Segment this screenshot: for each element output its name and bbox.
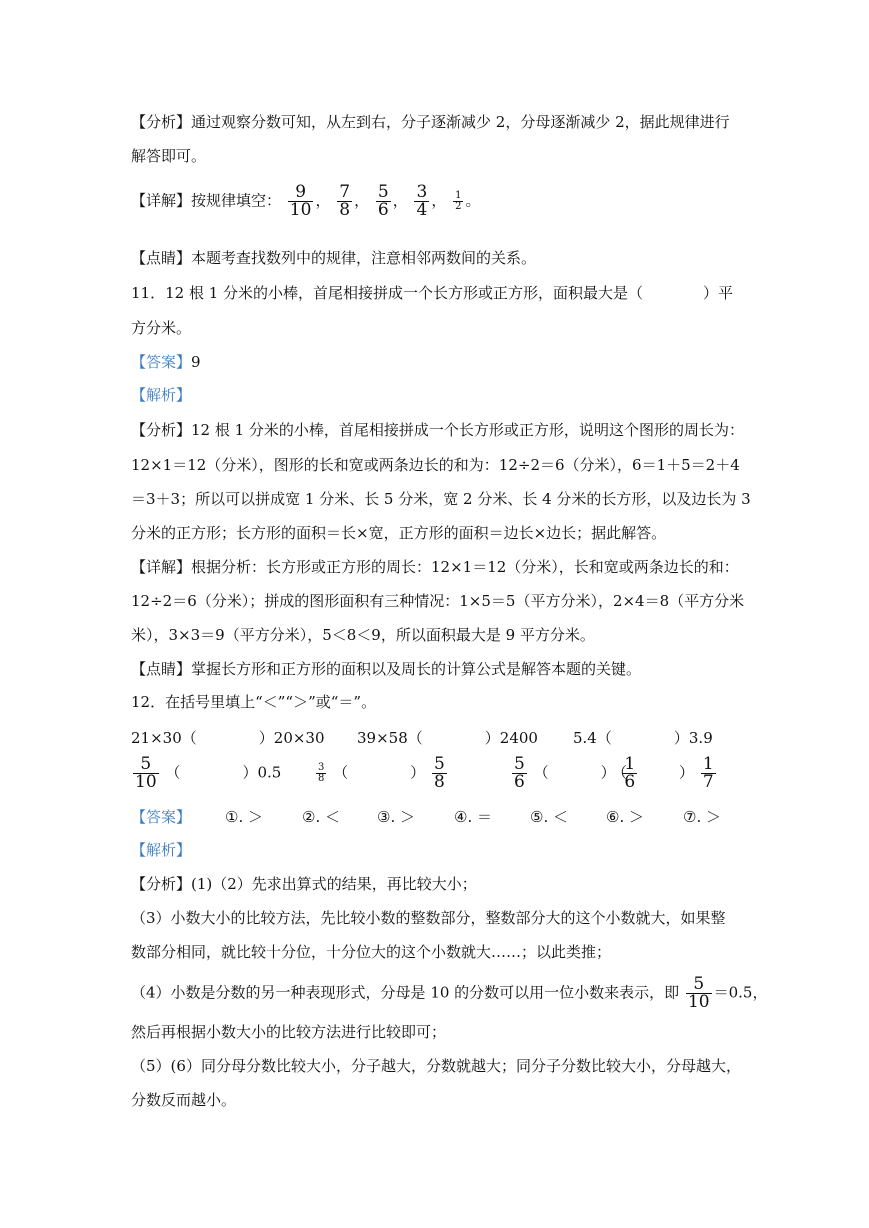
a11-line-3: ＝3＋3；所以可以拼成宽 1 分米、长 5 分米，宽 2 分米、长 4 分米的长方形，以及边长为 3 xyxy=(131,490,751,508)
a12-line-5: 然后再根据小数大小的比较方法进行比较即可； xyxy=(131,1023,447,1041)
compare-3: 5.4（ ）3.9 xyxy=(573,729,713,747)
answer-12-item-3: ③. ＞ xyxy=(377,808,415,826)
compare-6: $\frac{5}{6}$ （ ） $\frac{1}{6}$ xyxy=(514,754,636,792)
fraction-5-8: $\frac{5}{8}$ xyxy=(433,754,445,792)
fraction-9-10: $\frac{9}{10}$ xyxy=(289,182,312,220)
answer-12-item-1: ①. ＞ xyxy=(225,808,263,826)
answer-11 xyxy=(131,352,201,372)
a12-line-6: （5）(6）同分母分数比较大小，分子越大，分数就越大；同分子分数比较大小，分母越大， xyxy=(131,1057,741,1075)
compare-4: $\frac{5}{10}$ （ ）0.5 xyxy=(135,754,282,792)
fraction-1-7: $\frac{1}{7}$ xyxy=(702,754,714,792)
fraction-1-2: $\frac{1}{2}$ xyxy=(455,190,462,212)
compare-7: （ ） $\frac{1}{7}$ xyxy=(612,754,714,792)
a12-line-7: 分数反而越小。 xyxy=(131,1091,237,1109)
a11-line-4: 分米的正方形；长方形的面积＝长×宽，正方形的面积＝边长×边长；据此解答。 xyxy=(131,524,667,542)
question-11-line-1: 11．12 根 1 分米的小棒，首尾相接拼成一个长方形或正方形，面积最大是（ ）平 xyxy=(131,284,734,302)
answer-12-item-7: ⑦. ＞ xyxy=(683,808,721,826)
answer-12-item-4: ④. ＝ xyxy=(454,808,492,826)
explanation-label-12: 【解析】 xyxy=(131,841,192,859)
question-12: 12．在括号里填上“＜”“＞”或“＝”。 xyxy=(131,693,377,711)
analysis-line-1: 【分析】通过观察分数可知，从左到右，分子逐渐减少 2，分母逐渐减少 2，据此规律进行 xyxy=(131,113,730,131)
detail-prefix: 【详解】按规律填空： xyxy=(131,191,282,210)
compare-5: $\frac{3}{8}$ （ ） $\frac{5}{8}$ xyxy=(318,754,445,792)
answer-12-item-2: ②. ＜ xyxy=(302,808,340,826)
answer-12-item-6: ⑥. ＞ xyxy=(606,808,644,826)
detail-fractions-line: 【详解】按规律填空： $\frac{9}{10}$ ， $\frac{7}{8}$ ， $\frac{5}{6}$ ， $\frac{3}{4}$ ， $\frac{1}{2}$ 。 xyxy=(131,182,481,220)
fraction-5-6b: $\frac{5}{6}$ xyxy=(514,754,525,792)
a11-line-5: 【详解】根据分析：长方形或正方形的周长：12×1＝12（分米），长和宽或两条边长的和： xyxy=(131,558,739,576)
analysis-line-2: 解答即可。 xyxy=(131,147,207,165)
answer-12-label: 【答案】 xyxy=(131,808,192,826)
fraction-1-6: $\frac{1}{6}$ xyxy=(624,754,636,792)
fraction-5-10: $\frac{5}{10}$ xyxy=(135,754,157,792)
fraction-5-6: $\frac{5}{6}$ xyxy=(377,182,389,220)
explanation-label-11: 【解析】 xyxy=(131,386,192,404)
fraction-3-8: $\frac{3}{8}$ xyxy=(318,762,325,784)
a12-line-1: 【分析】(1)（2）先求出算式的结果，再比较大小； xyxy=(131,875,477,893)
compare-2: 39×58（ ）2400 xyxy=(357,729,538,747)
a12-line-2: （3）小数大小的比较方法，先比较小数的整数部分，整数部分大的这个小数就大，如果整 xyxy=(131,909,726,927)
fraction-7-8: $\frac{7}{8}$ xyxy=(339,182,351,220)
a12-line-4: （4）小数是分数的另一种表现形式，分母是 10 的分数可以用一位小数来表示，即 $\frac{5}{10}$ ＝0.5， xyxy=(131,974,768,1012)
compare-1: 21×30（ ）20×30 xyxy=(131,729,325,747)
answer-12-item-5: ⑤. ＜ xyxy=(530,808,568,826)
a12-line-3: 数部分相同，就比较十分位，十分位大的这个小数就大……；以此类推； xyxy=(131,943,612,961)
a11-line-6: 12÷2＝6（分米）；拼成的图形面积有三种情况：1×5＝5（平方分米），2×4＝8（平方分米 xyxy=(131,592,745,610)
answer-label: 【答案】 xyxy=(131,353,192,371)
tip-line: 【点睛】本题考查找数列中的规律，注意相邻两数间的关系。 xyxy=(131,249,537,267)
fraction-3-4: $\frac{3}{4}$ xyxy=(416,182,428,220)
question-11-line-2: 方分米。 xyxy=(131,319,192,337)
a11-line-1: 【分析】12 根 1 分米的小棒，首尾相接拼成一个长方形或正方形，说明这个图形的周长为： xyxy=(131,421,744,439)
a11-line-7: 米），3×3＝9（平方分米），5＜8＜9，所以面积最大是 9 平方分米。 xyxy=(131,626,595,644)
answer-11-value: 9 xyxy=(191,353,201,371)
a11-line-2: 12×1＝12（分米），图形的长和宽或两条边长的和为：12÷2＝6（分米），6＝1＋5＝2＋4 xyxy=(131,456,740,474)
fraction-5-10-inline: $\frac{5}{10}$ xyxy=(687,974,710,1012)
a11-line-8: 【点睛】掌握长方形和正方形的面积以及周长的计算公式是解答本题的关键。 xyxy=(131,660,642,678)
